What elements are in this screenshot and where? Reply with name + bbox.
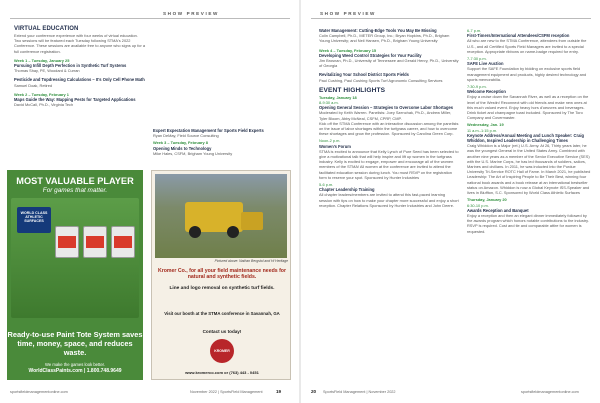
week-heading: Week 4 – Tuesday, February 15 xyxy=(319,47,377,53)
session-title: Pursuing Infill Depth Perfection in Synthetic Turf Systems xyxy=(14,63,127,69)
event-name: Opening General Session – Strategies to Overcome Labor Shortages xyxy=(319,105,453,111)
show-preview-label-right: SHOW PREVIEW xyxy=(320,11,376,16)
session-speaker: Paul Cushing, Paul Cushing Sports Turf Agronomic Consulting Services xyxy=(319,77,443,83)
event-name: First-Timers/International Attendees/CSFM reception xyxy=(467,33,570,39)
paint-tote-icon xyxy=(111,226,135,258)
event-description: Enjoy a cruise down the Savannah River, as well as a reception on the level of the Westin! Reconnect with old friends and make new ones at this much valued event. Enjoy heavy hors d'oeuvres and beverages. Drink ticket and champagne toast included. Sponsored by The Toro Company and Covermaster. xyxy=(467,94,589,121)
event-name: Welcome Reception xyxy=(467,89,506,95)
session-speaker: Ryan DeMay, Field Source Consulting xyxy=(153,133,219,139)
event-description: Moderated by Keith Warren. Panelists: Joey Szenchak, Ph.D., Andrew Miller, Tyler Bloom, Abby McNeal, CSFM, CPRP, CMP. xyxy=(319,110,452,121)
ad-tagline: Ready-to-use Paint Tote System saves time, money, space, and reduces waste. xyxy=(7,330,143,357)
page-number-left: 19 xyxy=(276,389,282,394)
event-description: All chapter leaders/members are invited to attend this fast-paced learning session with tips on how to make your chapter more successful and enjoy a short reception. Chapter Relations Sponsored by Hunter Industries and John Deere. xyxy=(319,192,459,208)
week-heading: Week 1 – Tuesday, January 25 xyxy=(14,57,70,63)
ad-subline: For games that matter. xyxy=(42,187,108,194)
virtual-education-column-2 xyxy=(153,128,291,156)
intro-paragraph: Extend your conference experience with four weeks of virtual education. Two sessions will be featured each Tuesday following STMA's 2022 Conference. These sessions are available free to anyone who signs up for a full conference registration. xyxy=(14,33,145,54)
session-speaker: Colin Campbell, Ph.D., METER Group, Inc.; Bryan Hopkins, Ph.D., Brigham Young University; and Neil Hansen, Ph.D., Brigham Young University xyxy=(319,33,450,44)
virtual-education-column xyxy=(14,26,146,107)
event-description: All who are new to the STMA Conference, attendees from outside the U.S., and all Certified Sports Field Managers are invited to a special reception. Appropriate ribbons on name-badge required for entry. xyxy=(467,38,587,54)
footer-issue-right: SportsField Management | November 2022 xyxy=(323,390,396,394)
ad-photo xyxy=(155,174,287,258)
brand-logo-icon: WORLD CLASS ATHLETIC SURFACES xyxy=(17,207,51,233)
session-title: Opening Minds to Technology xyxy=(153,145,212,151)
ad-contact[interactable]: www.kromerco.com or (763) 443 - 0451 xyxy=(185,370,259,375)
event-name: Awards Reception and Banquet xyxy=(467,207,529,213)
session-title: Pesticide and Topdressing Calculations – It's Only Cell Phone Math xyxy=(14,77,145,83)
week-heading: Week 2 – Tuesday, February 1 xyxy=(14,91,69,97)
event-time: 5-6 p.m. xyxy=(319,182,334,188)
event-time: Noon-2 p.m. xyxy=(319,138,341,144)
event-date: Wednesday, Jan. 19 xyxy=(467,122,504,128)
world-class-paints-ad[interactable] xyxy=(7,170,143,380)
kromer-ad[interactable] xyxy=(151,170,291,380)
session-title: Developing Weed Control Strategies for Your Facility xyxy=(319,52,422,58)
event-time: 6:30-10 p.m. xyxy=(467,202,489,208)
footer-issue-left: November 2022 | SportsField Management xyxy=(190,390,263,394)
section-title: VIRTUAL EDUCATION xyxy=(14,26,79,32)
session-title: Maps Guide the Way: Mapping Pests for Targeted Applications xyxy=(14,97,136,103)
ad-cta: Contact us today! xyxy=(202,329,242,334)
kromer-logo-icon: KROMER xyxy=(210,339,234,363)
event-time: 8-9:30 a.m. xyxy=(319,100,339,106)
show-preview-label-left: SHOW PREVIEW xyxy=(163,11,219,16)
ad-product-image xyxy=(11,198,139,318)
left-page xyxy=(0,0,299,403)
ad-headline: MOST VALUABLE PLAYER xyxy=(16,176,134,186)
event-time: 7:30-9 p.m. xyxy=(467,84,487,90)
event-description: Craig Whiddon is a Major (ret.) U.S. Army. At 26, Thirty years later, he was the youngest General in the United States Army. Combined with another nine years as a member of the Senior Executive Service (SES) with the U.S. Marine Corps, he has led thousands of soldiers, sailors, Marines and civilians. In 2011, he was inducted into the Purdue University Tri-Service ROTC Hall of Fame. In March 2021, he published Leadership: The Art of Inspiring People to Be Their Best, winning four national book awards and a book release at an international bestseller status on Amazon. Whiddon is now a Global Keynote ISS-Speaker and lives in Bluffton, S.C. Sponsored by World Class Athletic Surfaces xyxy=(467,143,591,196)
event-time: 11 a.m.-1:15 p.m. xyxy=(467,127,498,133)
event-highlights-column xyxy=(319,28,459,208)
event-time: 7-7:30 p.m. xyxy=(467,56,487,62)
week-heading: Week 3 – Tuesday, February 8 xyxy=(153,140,208,146)
event-date: Tuesday, January 18 xyxy=(319,94,357,100)
footer-site-right[interactable]: sportsfieldmanagementonline.com xyxy=(521,390,579,394)
event-name: SAFE Live Auction xyxy=(467,61,504,67)
session-title: Expert Expectation Management for Sports Field Experts xyxy=(153,128,264,133)
session-speaker: Mike Hales, CSFM, Brigham Young University xyxy=(153,150,233,156)
event-name: Women's Forum xyxy=(319,143,351,149)
ad-footer-slogan: We make the games look better. xyxy=(45,362,105,368)
event-description: Kick off the STMA Conference with an interactive discussion among the panelists on the issue of labor shortages within the turfgrass career, and how to overcome these shortages and grow the profession. Sponsored by Carolina Green Corp. xyxy=(319,120,459,137)
event-description: Enjoy a reception and then an elegant dinner immediately followed by the awards program which honors notable contributions to the industry. RSVP is required. Cost and tie and comparable attire for women is requested. xyxy=(467,212,589,234)
session-speaker: David McCall, Ph.D., Virginia Tech xyxy=(14,102,74,108)
event-name: Keynote Address/Annual Meeting and Lunch Speaker: Craig Whiddon, Inspired Leadership in Challenging Times xyxy=(467,132,584,144)
header-rule-left xyxy=(10,18,290,19)
page-number-right: 20 xyxy=(311,389,317,394)
event-name: Chapter Leadership Training xyxy=(319,187,375,193)
paint-tote-icon xyxy=(55,226,79,258)
event-time: 6-7 p.m. xyxy=(467,28,482,33)
session-title: Water Management: Cutting-Edge Tools You May Be Missing xyxy=(319,28,437,33)
ad-footer xyxy=(7,362,143,374)
ad-photo-caption: Pictured above: Nathan Bergstol and Hi Heritage xyxy=(214,259,288,263)
right-page xyxy=(301,0,600,403)
event-description: Support the SAFE Foundation by bidding on exclusive sports field management equipment and products, highly desired technology and sports memorabilia. xyxy=(467,66,587,82)
ad-booth-line: Visit our booth at the STMA conference in Savannah, GA xyxy=(164,311,280,316)
session-speaker: Samuel Doak, Retired xyxy=(14,82,53,88)
session-speaker: Jim Brosnan, Ph.D., University of Tennessee and Gerald Henry, Ph.D., University of Georgia xyxy=(319,58,459,69)
paint-tote-icon xyxy=(83,226,107,258)
ad-service-line: Line and logo removal on synthetic turf fields. xyxy=(169,286,275,291)
ad-contact[interactable]: WorldClassPaints.com | 1.800.748.9649 xyxy=(28,367,122,374)
event-schedule-column xyxy=(467,28,593,234)
session-title: Revitalizing Your School District Sports Fields xyxy=(319,72,409,78)
event-date: Thursday, January 20 xyxy=(467,197,507,203)
event-description: STMA is excited to announce that Kelly Lynch of Pure Seed has been selected to give a motivational talk that will help inspire and lift up women in the turfgrass industry. Kelly is excited to engage, empower and encourage all of the women members of the STMA! All women at the conference are invited to attend the facilitated education session during lunch. You must RSVP on the registration form to reserve your spot. Sponsored by Hunter Industries xyxy=(319,148,459,180)
session-speaker: Thomas Shay, PE, Woodard & Curran xyxy=(14,68,80,74)
event-highlights-title: EVENT HIGHLIGHTS xyxy=(319,86,386,94)
ad-headline: Kromer Co., for all your field maintenance needs for natural and synthetic fields. xyxy=(158,268,286,281)
header-rule-right xyxy=(311,18,591,19)
footer-site-left[interactable]: sportsfieldmanagementonline.com xyxy=(10,390,68,394)
